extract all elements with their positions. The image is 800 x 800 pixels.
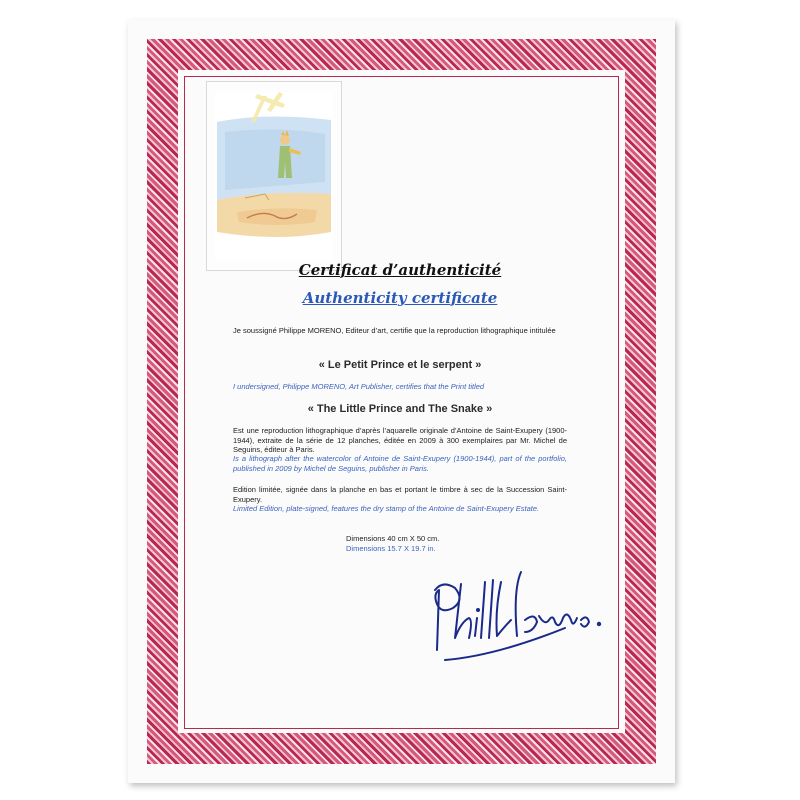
signature: [425, 560, 605, 670]
description-fr: Est une reproduction lithographique d’après l’aquarelle originale d’Antoine de Saint-Exupery (1900-1944), extraite de la série de 12 planches, éditée en 2009 à 300 exemplaires par Mr. Michel de Seguins, éditeur à Paris.: [233, 426, 567, 454]
description-en: Is a lithograph after the watercolor of Antoine de Saint-Exupery (1900-1944), part of the portfolio, published in 2009 by Michel de Seguins, publisher in Paris.: [233, 454, 567, 473]
edition-fr: Edition limitée, signée dans la planche en bas et portant le timbre à sec de la Succession Saint-Exupery.: [233, 485, 567, 504]
intro-en: I undersigned, Philippe MORENO, Art Publisher, certifies that the Print titled: [233, 382, 485, 391]
handwritten-signature-icon: [425, 560, 605, 670]
artwork-title-en: « The Little Prince and The Snake »: [307, 403, 493, 415]
dimensions-fr: Dimensions 40 cm X 50 cm.: [346, 534, 440, 543]
certificate-title-fr: Certificat d’authenticité: [298, 261, 502, 279]
dimensions-en: Dimensions 15.7 X 19.7 in.: [346, 544, 436, 553]
certificate-title-en: Authenticity certificate: [302, 289, 498, 307]
artwork-image: [206, 81, 342, 271]
edition-en: Limited Edition, plate-signed, features the dry stamp of the Antoine de Saint-Exupery Estate.: [233, 504, 540, 513]
intro-fr: Je soussigné Philippe MORENO, Editeur d’art, certifie que la reproduction lithographique intitulée: [233, 326, 556, 335]
little-prince-watercolor-icon: [207, 82, 341, 270]
artwork-title-fr: « Le Petit Prince et le serpent »: [318, 359, 482, 371]
